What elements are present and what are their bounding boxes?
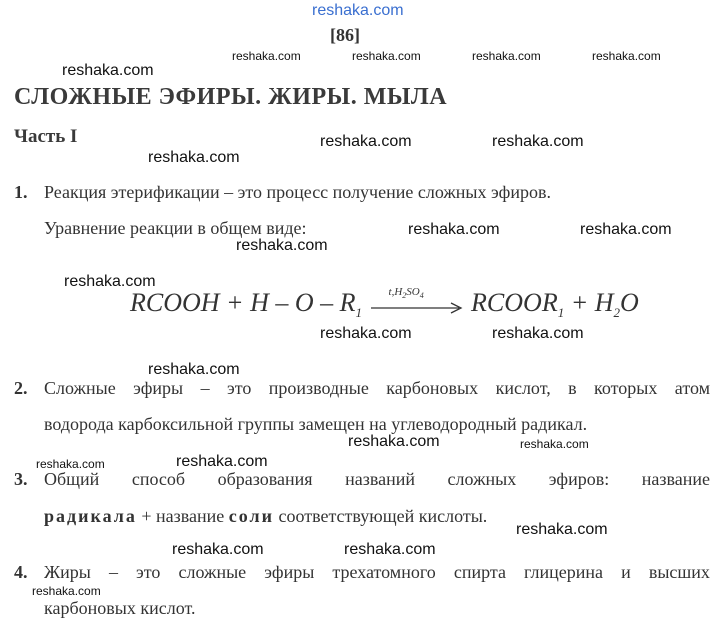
esterification-equation: RCOOH + H – O – $R_1$ $t,H_2SO_4$ $RCOOR_1 + H_2O$: [130, 286, 639, 321]
watermark-top: reshaka.com: [312, 2, 404, 19]
watermark: reshaka.com: [172, 541, 264, 558]
watermark: reshaka.com: [408, 221, 500, 238]
watermark: reshaka.com: [176, 453, 268, 470]
reaction-condition: $t,H_2SO_4$: [388, 286, 424, 301]
item-2-line-2: водорода карбоксильной группы замещен на углеводородный радикал.: [44, 414, 588, 434]
item-1-line-2: Уравнение реакции в общем виде:: [44, 218, 307, 238]
watermark: reshaka.com: [348, 433, 440, 450]
watermark: reshaka.com: [62, 62, 154, 79]
item-1-line-1: Реакция этерификации – это процесс получение сложных эфиров.: [44, 182, 551, 202]
item-number: 4.: [14, 562, 28, 582]
watermark: reshaka.com: [516, 521, 608, 538]
watermark: reshaka.com: [492, 325, 584, 342]
salt-word: соли: [228, 506, 274, 526]
section-title: СЛОЖНЫЕ ЭФИРЫ. ЖИРЫ. МЫЛА: [14, 84, 448, 110]
watermark: reshaka.com: [344, 541, 436, 558]
watermark: reshaka.com: [592, 49, 661, 63]
watermark: reshaka.com: [520, 437, 589, 451]
watermark: reshaka.com: [320, 325, 412, 342]
part-heading: Часть I: [14, 126, 78, 147]
item-number: 2.: [14, 378, 28, 398]
watermark: reshaka.com: [32, 584, 101, 598]
watermark: reshaka.com: [236, 237, 328, 254]
watermark: reshaka.com: [232, 49, 301, 63]
equation-reactants: RCOOH + H – O – R: [130, 288, 356, 317]
item-4-line-2: карбоновых кислот.: [44, 598, 196, 618]
item-number: 3.: [14, 469, 28, 489]
page-number: [86]: [330, 25, 360, 45]
equation-sub: 1: [355, 305, 363, 321]
item-3-line-1: Общий способ образования названий сложных эфиров: название: [44, 469, 710, 489]
item-4-line-1: Жиры – это сложные эфиры трехатомного спирта глицерина и высших: [44, 562, 710, 582]
watermark: reshaka.com: [148, 149, 240, 166]
watermark: reshaka.com: [492, 133, 584, 150]
item-2-line-1: Сложные эфиры – это производные карбоновых кислот, в которых атом: [44, 378, 710, 398]
watermark: reshaka.com: [320, 133, 412, 150]
equation-products: RCOOR: [471, 288, 558, 317]
item-3-line-2: радикала + название соли соответствующей кислоты.: [44, 506, 488, 526]
reaction-arrow: [369, 286, 465, 320]
watermark: reshaka.com: [36, 457, 105, 471]
arrow-icon: [369, 290, 465, 320]
watermark: reshaka.com: [148, 361, 240, 378]
watermark: reshaka.com: [64, 273, 156, 290]
item-number: 1.: [14, 182, 28, 202]
watermark: reshaka.com: [352, 49, 421, 63]
watermark: reshaka.com: [580, 221, 672, 238]
radical-word: радикала: [44, 506, 137, 526]
watermark: reshaka.com: [472, 49, 541, 63]
